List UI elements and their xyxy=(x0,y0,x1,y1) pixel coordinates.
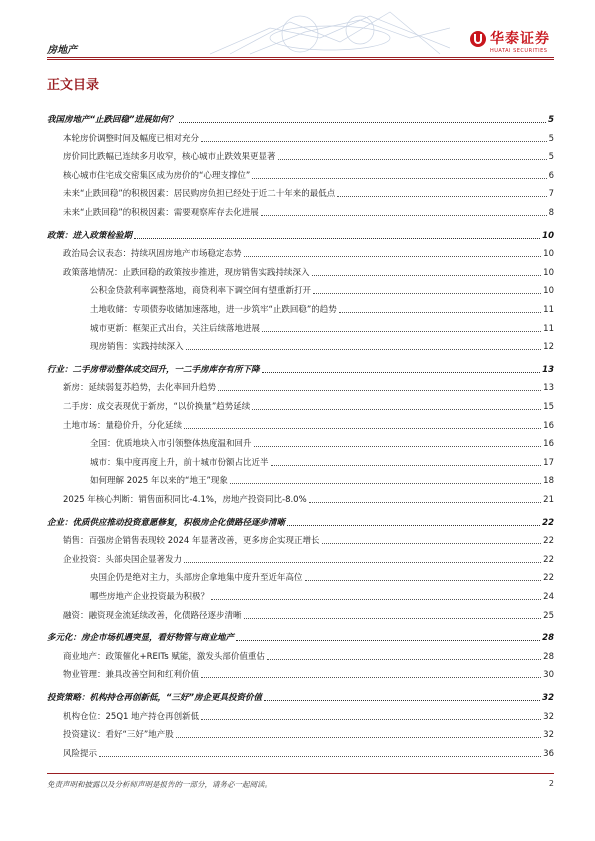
toc-entry[interactable] xyxy=(63,533,554,547)
toc-entry-page: 10 xyxy=(542,230,554,241)
toc-entry[interactable] xyxy=(47,515,554,529)
toc-leader-dots xyxy=(254,446,542,447)
toc-entry-title: 政策落地情况：止跌回稳的政策按步推进，现房销售实践持续深入 xyxy=(63,267,310,278)
toc-entry[interactable] xyxy=(90,321,554,335)
toc-leader-dots xyxy=(309,502,542,503)
company-logo xyxy=(470,30,550,54)
toc-entry-page: 13 xyxy=(542,364,554,375)
toc-entry[interactable] xyxy=(63,746,554,760)
toc-entry-title: 未来“止跌回稳”的积极因素：居民购房负担已经处于近二十年来的最低点 xyxy=(63,189,336,200)
toc-leader-dots xyxy=(211,599,541,600)
toc-entry-page: 28 xyxy=(543,651,554,662)
toc-leader-dots xyxy=(201,677,541,678)
toc-entry[interactable] xyxy=(63,380,554,394)
toc-entry-page: 32 xyxy=(543,730,554,741)
toc-entry-page: 30 xyxy=(543,670,554,681)
toc-entry-title: 本轮房价调整时间及幅度已相对充分 xyxy=(63,133,200,144)
logo-text: 华泰证券 xyxy=(490,30,550,47)
toc-entry-title: 2025 年核心判断：销售面积同比-4.1%，房地产投资同比-8.0% xyxy=(63,495,307,505)
toc-leader-dots xyxy=(236,640,540,641)
toc-entry[interactable] xyxy=(90,436,554,450)
toc-entry-title: 土地收储：专项债券收储加速落地，进一步筑牢“止跌回稳”的趋势 xyxy=(90,305,337,315)
toc-entry[interactable] xyxy=(90,455,554,469)
toc-entry-page: 11 xyxy=(543,305,554,315)
toc-entry-title: 行业：二手房带动整体成交回升，一二手房库存有所下降 xyxy=(47,364,260,375)
toc-leader-dots xyxy=(313,293,541,294)
toc-entry-page: 8 xyxy=(548,208,554,218)
toc-leader-dots xyxy=(278,159,547,160)
footer-disclaimer: 免责声明和披露以及分析师声明是报告的一部分，请务必一起阅读。 xyxy=(47,780,272,789)
toc-entry-page: 5 xyxy=(548,133,554,144)
toc-entry-title: 物业管理：兼具改善空间和红利价值 xyxy=(63,670,200,681)
toc-leader-dots xyxy=(244,256,542,257)
toc-entry-title: 哪些房地产企业投资最为积极？ xyxy=(90,592,210,602)
toc-leader-dots xyxy=(339,312,541,313)
toc-entry[interactable] xyxy=(63,667,554,681)
toc-title: 正文目录 xyxy=(47,78,100,93)
toc-entry[interactable] xyxy=(90,473,554,487)
toc-leader-dots xyxy=(218,390,541,391)
toc-leader-dots xyxy=(262,372,541,373)
toc-entry-page: 5 xyxy=(548,152,554,163)
toc-entry[interactable] xyxy=(47,362,554,376)
toc-leader-dots xyxy=(134,238,540,239)
toc-entry-title: 公积金贷款利率调整落地，商贷利率下调空间有望重新打开 xyxy=(90,286,312,297)
toc-entry[interactable] xyxy=(63,399,554,413)
toc-entry-title: 机构仓位：25Q1 地产持仓再创新低 xyxy=(63,711,200,722)
toc-entry-title: 融资：融资现金流延续改善，化债路径逐步清晰 xyxy=(63,610,242,621)
toc-entry-page: 24 xyxy=(543,592,554,602)
toc-entry-title: 城市更新：框架正式出台，关注后续落地进展 xyxy=(90,323,261,334)
toc-entry-page: 10 xyxy=(543,286,554,297)
toc-entry-title: 投资策略：机构持仓再创新低，“三好”房企更具投资价值 xyxy=(47,693,262,703)
toc-entry[interactable] xyxy=(63,131,554,145)
toc-entry-title: 二手房：成交表现优于新房，“以价换量”趋势延续 xyxy=(63,402,251,412)
toc-entry-title: 政治局会议表态：持续巩固房地产市场稳定态势 xyxy=(63,249,242,260)
toc-entry[interactable] xyxy=(63,168,554,182)
toc-entry-page: 7 xyxy=(548,189,554,200)
toc-leader-dots xyxy=(99,756,541,757)
header-divider xyxy=(47,57,554,58)
toc-entry-page: 11 xyxy=(543,323,554,334)
toc-entry-page: 22 xyxy=(542,517,554,528)
toc-leader-dots xyxy=(312,275,542,276)
toc-entry-title: 新房：延续弱复苏趋势，去化率回升趋势 xyxy=(63,383,217,394)
toc-entry-title: 央国企仍是绝对主力，头部房企拿地集中度升至近年高位 xyxy=(90,573,303,584)
toc-entry-title: 房价同比跌幅已连续多月收窄，核心城市止跌效果更显著 xyxy=(63,152,276,163)
toc-leader-dots xyxy=(305,580,542,581)
toc-entry[interactable] xyxy=(47,690,554,704)
toc-leader-dots xyxy=(322,543,542,544)
toc-entry-title: 企业：优质供应推动投资意愿修复，积极房企化债路径逐步清晰 xyxy=(47,517,286,528)
logo-text-en: HUATAI SECURITIES xyxy=(490,48,548,54)
toc-entry-title: 政策：进入政策检验期 xyxy=(47,230,133,241)
toc-entry-title: 如何理解 2025 年以来的“地王”现象 xyxy=(90,476,228,487)
toc-entry-page: 10 xyxy=(543,249,554,260)
toc-entry[interactable] xyxy=(90,283,554,297)
toc-entry-page: 16 xyxy=(543,439,554,450)
toc-entry[interactable] xyxy=(63,205,554,219)
toc-entry-title: 销售：百强房企销售表现较 2024 年显著改善，更多房企实现正增长 xyxy=(63,536,320,547)
toc-entry-page: 22 xyxy=(543,554,554,565)
toc-entry-title: 核心城市住宅成交密集区成为房价的“心理支撑位” xyxy=(63,170,251,181)
toc-entry-page: 25 xyxy=(543,610,554,621)
toc-entry-title: 投资建议：看好“三好”地产股 xyxy=(63,730,174,741)
toc-entry-page: 32 xyxy=(542,693,554,703)
toc-leader-dots xyxy=(176,737,541,738)
toc-entry[interactable] xyxy=(63,492,554,506)
toc-entry[interactable] xyxy=(63,186,554,200)
toc-entry-title: 土地市场：量稳价升，分化延续 xyxy=(63,420,183,431)
toc-entry-title: 未来“止跌回稳”的积极因素：需要观察库存去化进展 xyxy=(63,208,259,218)
toc-entry[interactable] xyxy=(90,589,554,603)
toc-entry[interactable] xyxy=(63,552,554,566)
toc-entry[interactable] xyxy=(63,418,554,432)
page-header xyxy=(0,0,595,62)
toc-leader-dots xyxy=(252,178,546,179)
toc-entry-page: 5 xyxy=(548,115,554,125)
toc-entry[interactable] xyxy=(90,339,554,353)
toc-entry-title: 城市：集中度再度上升，前十城市份额占比近半 xyxy=(90,457,269,468)
toc-leader-dots xyxy=(201,719,541,720)
toc-leader-dots xyxy=(287,525,540,526)
toc-entry-page: 15 xyxy=(543,402,554,412)
toc-leader-dots xyxy=(186,349,542,350)
toc-entry-page: 22 xyxy=(543,573,554,584)
toc-leader-dots xyxy=(201,141,547,142)
toc-leader-dots xyxy=(184,428,541,429)
header-divider-secondary xyxy=(47,59,554,60)
toc-entry-page: 32 xyxy=(543,711,554,722)
toc-entry-page: 22 xyxy=(543,536,554,547)
toc-entry-page: 18 xyxy=(543,476,554,487)
toc-leader-dots xyxy=(252,409,541,410)
toc-entry[interactable] xyxy=(63,649,554,663)
toc-leader-dots xyxy=(262,331,541,332)
toc-entry[interactable] xyxy=(63,727,554,741)
toc-entry-title: 现房销售：实践持续深入 xyxy=(90,342,184,353)
toc-entry[interactable] xyxy=(63,608,554,622)
toc-entry-title: 风险提示 xyxy=(63,748,98,759)
toc-entry-title: 多元化：房企市场机遇突显，看好物管与商业地产 xyxy=(47,633,235,644)
footer-divider xyxy=(47,773,554,774)
toc-entry-page: 36 xyxy=(543,748,554,759)
toc-entry-title: 全国：优质地块入市引领整体热度温和回升 xyxy=(90,439,252,450)
toc-entry[interactable] xyxy=(47,630,554,644)
toc-entry[interactable] xyxy=(90,570,554,584)
toc-entry[interactable] xyxy=(47,112,554,126)
toc-leader-dots xyxy=(271,465,542,466)
toc-leader-dots xyxy=(184,562,541,563)
toc-entry-page: 28 xyxy=(542,633,554,644)
toc-leader-dots xyxy=(230,483,541,484)
report-category: 房地产 xyxy=(47,45,77,56)
toc-leader-dots xyxy=(179,122,546,123)
toc-entry[interactable] xyxy=(63,246,554,260)
toc-entry-page: 16 xyxy=(543,420,554,431)
toc-entry[interactable] xyxy=(90,302,554,316)
toc-leader-dots xyxy=(244,618,542,619)
toc-entry[interactable] xyxy=(63,709,554,723)
toc-entry-page: 17 xyxy=(543,457,554,468)
toc-leader-dots xyxy=(261,215,547,216)
toc-entry-page: 13 xyxy=(543,383,554,394)
toc-entry[interactable] xyxy=(47,228,554,242)
toc-entry-title: 企业投资：头部央国企显著发力 xyxy=(63,554,183,565)
toc-entry-title: 我国房地产“止跌回稳”进展如何？ xyxy=(47,115,177,125)
header-decoration xyxy=(210,8,450,56)
toc-leader-dots xyxy=(337,196,546,197)
page-number: 2 xyxy=(548,779,554,788)
toc-entry[interactable] xyxy=(63,265,554,279)
toc-leader-dots xyxy=(264,700,540,701)
toc-entry-title: 商业地产：政策催化+REITs 赋能，激发头部价值重估 xyxy=(63,651,265,662)
toc-entry[interactable] xyxy=(63,149,554,163)
toc-entry-page: 10 xyxy=(543,267,554,278)
toc-entry-page: 21 xyxy=(543,495,554,505)
logo-icon xyxy=(470,31,486,47)
toc-entry-page: 6 xyxy=(548,170,554,181)
toc-entry-page: 12 xyxy=(543,342,554,353)
toc-leader-dots xyxy=(267,659,541,660)
